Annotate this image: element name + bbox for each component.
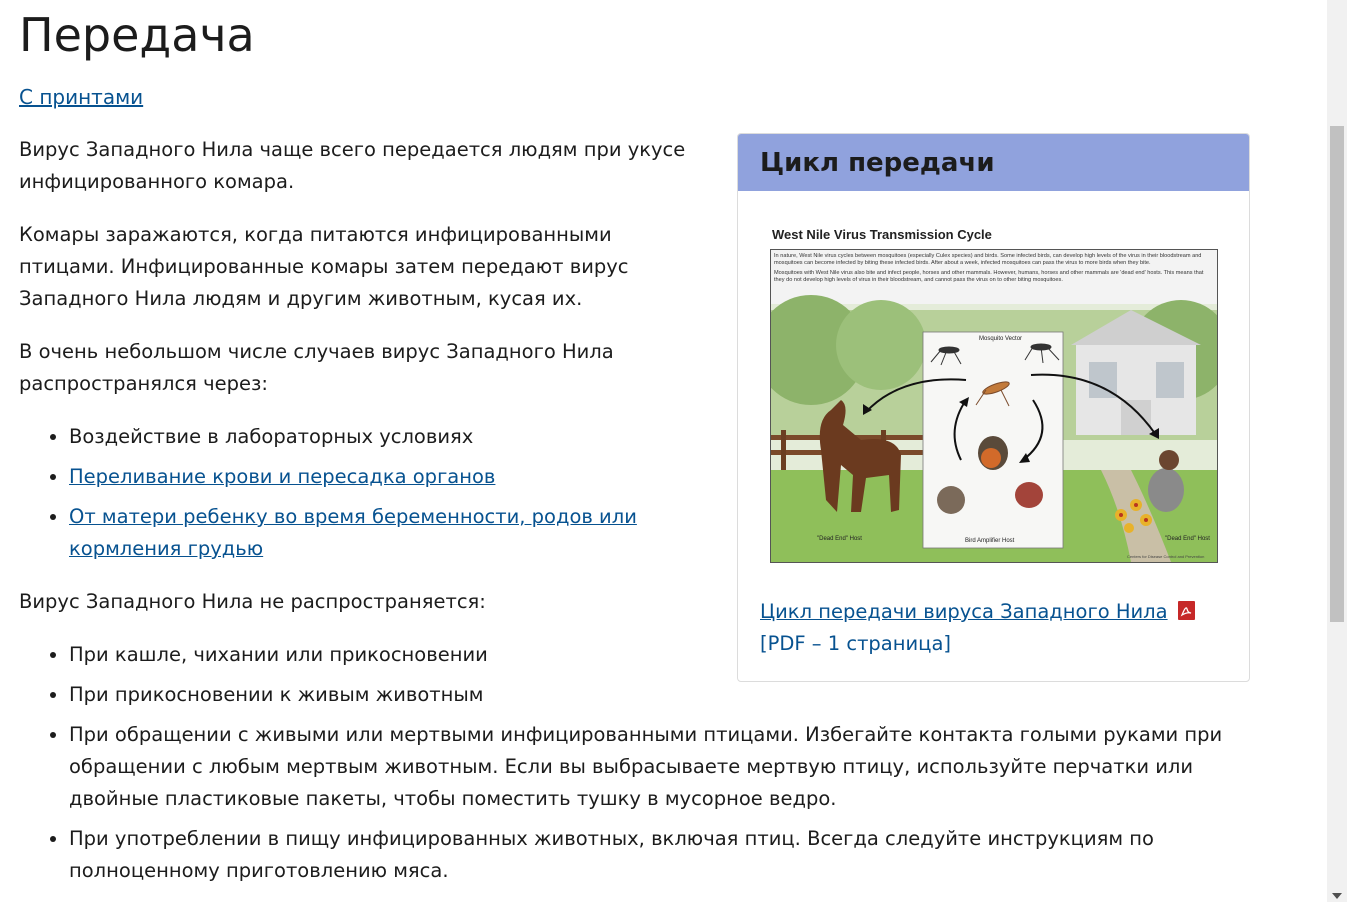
paragraph-mosquito-bite: Вирус Западного Нила чаще всего передается людям при укусе инфицированного комара.: [19, 138, 686, 193]
list-item: • Воздействие в лабораторных условиях: [69, 421, 669, 453]
infobox-title: Цикл передачи: [738, 134, 1249, 191]
pdf-meta: [PDF – 1 страница]: [760, 632, 952, 655]
transmission-cycle-figure[interactable]: [770, 227, 1218, 567]
transmission-cycle-pdf-link[interactable]: Цикл передачи вируса Западного Нила: [760, 600, 1168, 623]
label-dead-end-right: "Dead End" Host: [1165, 536, 1210, 542]
scrollbar-thumb[interactable]: [1330, 126, 1344, 622]
scroll-down-arrow-icon[interactable]: [1332, 893, 1342, 899]
vertical-scrollbar[interactable]: [1327, 0, 1347, 902]
figure-text-2: Mosquitoes with West Nile virus also bite and infect people, horses and other mammals. However, humans, horses and other mammals are 'dead end' hosts. This means that they do not develop high levels of virus in their bloodstream, and cannot pass the virus on to other biting mosquitoes.: [774, 270, 1204, 283]
illustration-svg: [771, 250, 1217, 562]
list-item: [69, 461, 669, 493]
paragraph-not-spread: Вирус Западного Нила не распространяется:: [19, 590, 486, 613]
mother-to-child-link[interactable]: От матери ребенку во время беременности, родов или кормления грудью: [69, 505, 637, 560]
figure-illustration: [770, 249, 1218, 563]
paragraph-mosquito-infection: Комары заражаются, когда питаются инфицированными птицами. Инфицированные комары затем передают вирус Западного Нила людям и другим животным, кусая их.: [19, 223, 629, 310]
rare-cases-list: [19, 421, 759, 565]
list-item: • При обращении с живыми или мертвыми инфицированными птицами. Избегайте контакта голыми руками при обращении с любым мертвым животным. Если вы выбрасываете мертвую птицу, используйте перчатки или двойные пластиковые пакеты, чтобы поместить тушку в мусорное ведро.: [69, 719, 1254, 815]
list-item: • При употреблении в пищу инфицированных животных, включая птиц. Всегда следуйте инструкциям по полноценному приготовлению мяса.: [69, 823, 1254, 887]
print-link[interactable]: С принтами: [19, 85, 144, 109]
transfusion-link[interactable]: Переливание крови и пересадка органов: [69, 465, 496, 488]
figure-caption: [760, 596, 1200, 660]
list-item: • При прикосновении к живым животным: [69, 679, 1254, 711]
list-item: • При кашле, чихании или прикосновении: [69, 639, 1254, 671]
figure-title: West Nile Virus Transmission Cycle: [772, 227, 992, 242]
label-mosquito-vector: Mosquito Vector: [979, 336, 1023, 342]
page-title: Передача: [19, 8, 255, 62]
label-bird-amplifier: Bird Amplifier Host: [965, 538, 1015, 544]
figure-credit: Centers for Disease Control and Prevention: [1127, 554, 1205, 559]
pdf-icon: [1178, 601, 1195, 620]
transmission-cycle-box: [737, 133, 1250, 682]
label-dead-end-left: "Dead End" Host: [817, 536, 862, 542]
list-item: [69, 501, 669, 565]
figure-text-1: In nature, West Nile virus cycles between mosquitoes (especially Culex species) and birds. Some infected birds, can develop high levels of the virus in their bloodstream and mosquitoes can become infected by biting these infected birds. After about a week, infected mosquitoes can pass the virus to more birds when they bite.: [774, 253, 1202, 266]
paragraph-rare-cases: В очень небольшом числе случаев вирус Западного Нила распространялся через:: [19, 340, 614, 395]
